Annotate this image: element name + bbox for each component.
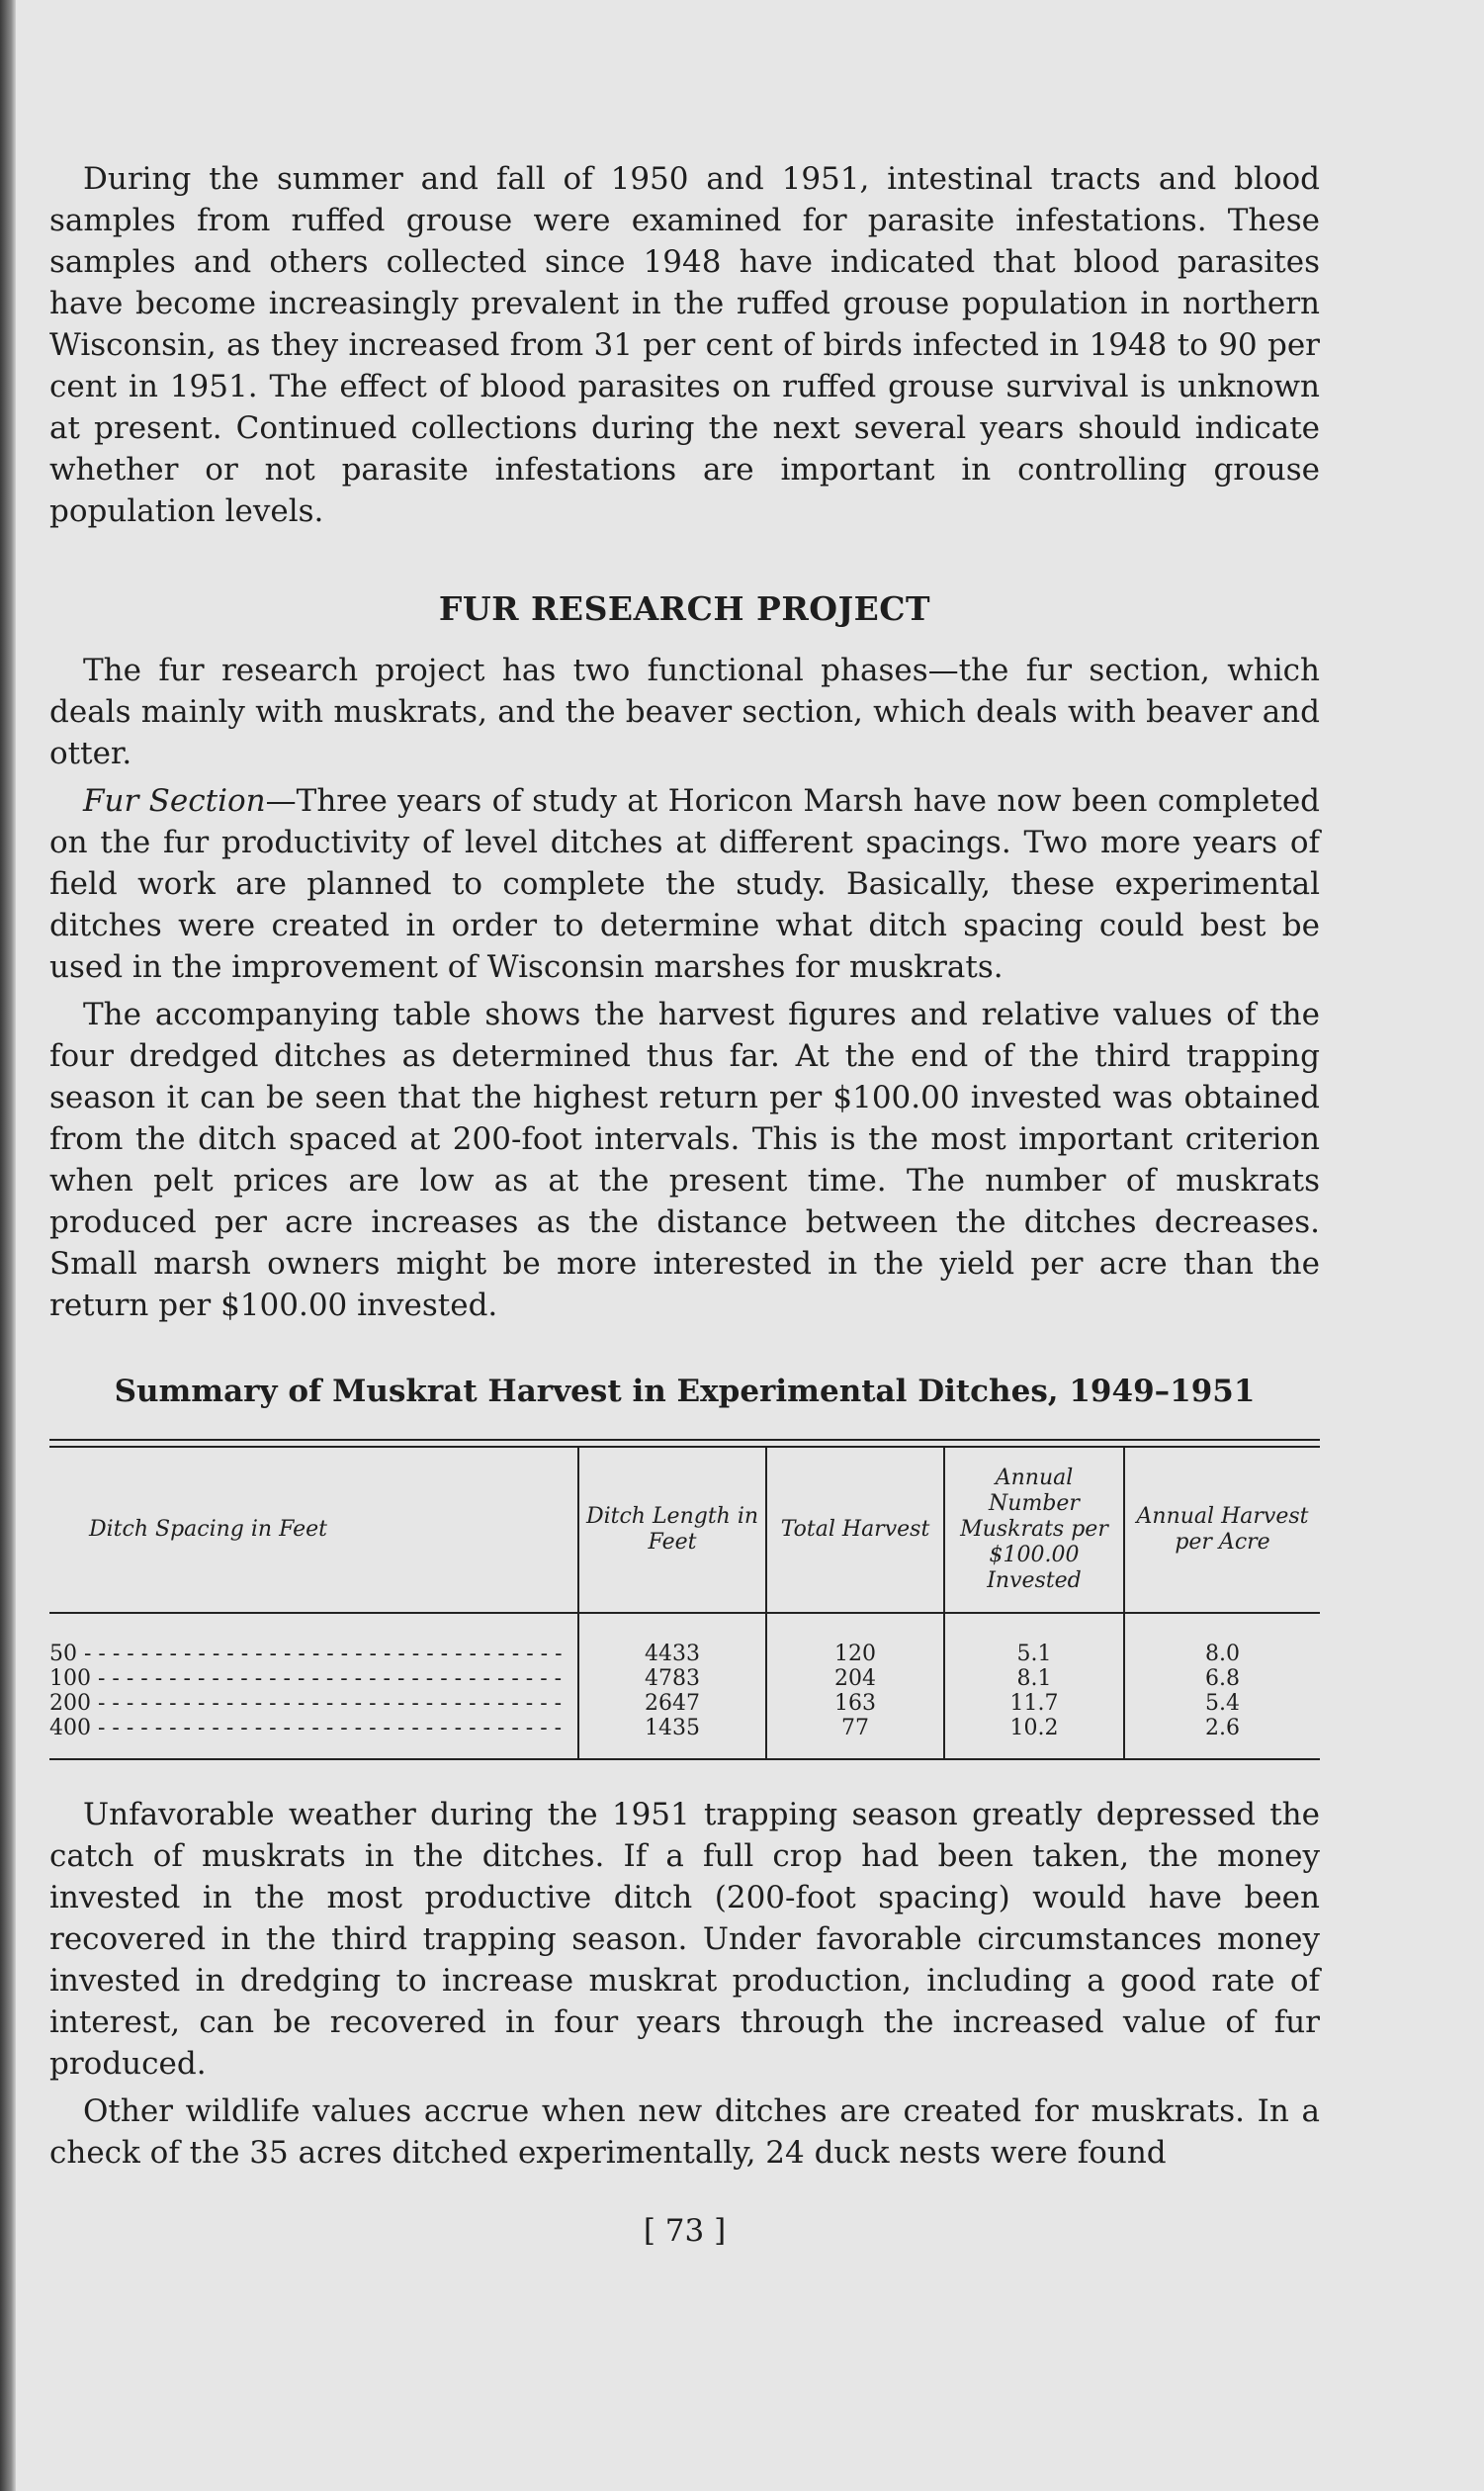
paragraph-unfavorable-weather: Unfavorable weather during the 1951 trapping season greatly depressed the catch of muskrats in the ditches. If a full crop had been taken, the money invested in the most productive ditch (200-foot spacing) would have been recovered in the third trapping season. Under favorable circumstances money invested in dredging to increase muskrat production, including a good rate of interest, can be recovered in four years through the increased value of fur produced.: [49, 1797, 1320, 2082]
column-total-values: [766, 1613, 944, 1758]
page-content: [49, 158, 1320, 2249]
table-cell-spacing: 400 - - -: [49, 1716, 564, 1740]
table-cell-total: 163: [834, 1691, 876, 1716]
table-cell-total: 120: [834, 1642, 876, 1666]
header-ditch-length: Ditch Length in Feet: [578, 1448, 766, 1613]
table-top-rule: [49, 1439, 1320, 1448]
table-cell-peracre: 5.4: [1205, 1691, 1240, 1716]
paragraph-harvest-figures: The accompanying table shows the harvest figures and relative values of the four dredged ditches as determined thus far. At the end of the third trapping season it can be seen that the highest return per $100.00 invested was obtained from the ditch spaced at 200-foot intervals. This is the most important criterion when pelt prices are low as at the present time. The number of muskrats produced per acre increases as the distance between the ditches decreases. Small marsh owners might be more interested in the yield per acre than the return per $100.00 invested.: [49, 997, 1320, 1323]
table-cell-per100: 8.1: [1016, 1666, 1052, 1691]
table-body: [49, 1613, 1320, 1758]
header-total-harvest: Total Harvest: [766, 1448, 944, 1613]
table-title: Summary of Muskrat Harvest in Experimental Ditches, 1949–1951: [114, 1374, 1256, 1409]
column-per100-values: [944, 1613, 1124, 1758]
paragraph-fur-phases: The fur research project has two functional phases—the fur section, which deals mainly with muskrats, and the beaver section, which deals with beaver and otter.: [49, 653, 1320, 771]
table-cell-length: 4783: [645, 1666, 700, 1691]
paragraph-fur-section: [49, 780, 1320, 988]
paragraph-grouse-parasites: During the summer and fall of 1950 and 1951, intestinal tracts and blood samples from ruffed grouse were examined for parasite infestations. These samples and others collected since 1948 have indicated that blood parasites have become increasingly prevalent in the ruffed grouse population in northern Wisconsin, as they increased from 31 per cent of birds infected in 1948 to 90 per cent in 1951. The effect of blood parasites on ruffed grouse survival is unknown at present. Continued collections during the next several years should indicate whether or not parasite infestations are important in controlling grouse population levels.: [49, 161, 1320, 529]
table-cell-length: 2647: [645, 1691, 700, 1716]
header-muskrats-per-100: Annual Number Muskrats per $100.00 Invested: [944, 1448, 1124, 1613]
table-cell-length: 4433: [645, 1642, 700, 1666]
table-cell-spacing: 200 - - -: [49, 1691, 564, 1716]
table-cell-per100: 5.1: [1016, 1642, 1052, 1666]
book-spine-shadow: [0, 0, 16, 2491]
table-cell-peracre: 2.6: [1205, 1716, 1240, 1740]
section-heading: FUR RESEARCH PROJECT: [438, 589, 931, 628]
paragraph-other-wildlife: Other wildlife values accrue when new ditches are created for muskrats. In a check of the 35 acres ditched experimentally, 24 duck nests were found: [49, 2093, 1320, 2171]
page-number: [ 73 ]: [643, 2213, 727, 2249]
header-harvest-per-acre: Annual Harvest per Acre: [1124, 1448, 1320, 1613]
muskrat-harvest-table: [49, 1448, 1320, 1758]
header-ditch-spacing: Ditch Spacing in Feet: [49, 1448, 578, 1613]
table-cell-length: 1435: [645, 1716, 700, 1740]
table-header-row: [49, 1448, 1320, 1613]
column-length-values: [578, 1613, 766, 1758]
table-cell-per100: 10.2: [1009, 1716, 1059, 1740]
fur-section-lead: Fur Section: [83, 783, 266, 819]
table-cell-peracre: 6.8: [1205, 1666, 1240, 1691]
fur-section-text: —Three years of study at Horicon Marsh have now been completed on the fur productivity of level ditches at different spacings. Two more years of field work are planned to complete the study. Basically, these experimental ditches were created in order to determine what ditch spacing could best be used in the improvement of Wisconsin marshes for muskrats.: [49, 783, 1321, 985]
column-peracre-values: [1124, 1613, 1320, 1758]
table-cell-total: 204: [834, 1666, 876, 1691]
table-cell-spacing: 50 - - -: [49, 1642, 564, 1666]
table-cell-total: 77: [841, 1716, 869, 1740]
column-spacing-values: [49, 1613, 578, 1758]
table-cell-per100: 11.7: [1009, 1691, 1059, 1716]
table-cell-peracre: 8.0: [1205, 1642, 1240, 1666]
table-cell-spacing: 100 - - -: [49, 1666, 564, 1691]
